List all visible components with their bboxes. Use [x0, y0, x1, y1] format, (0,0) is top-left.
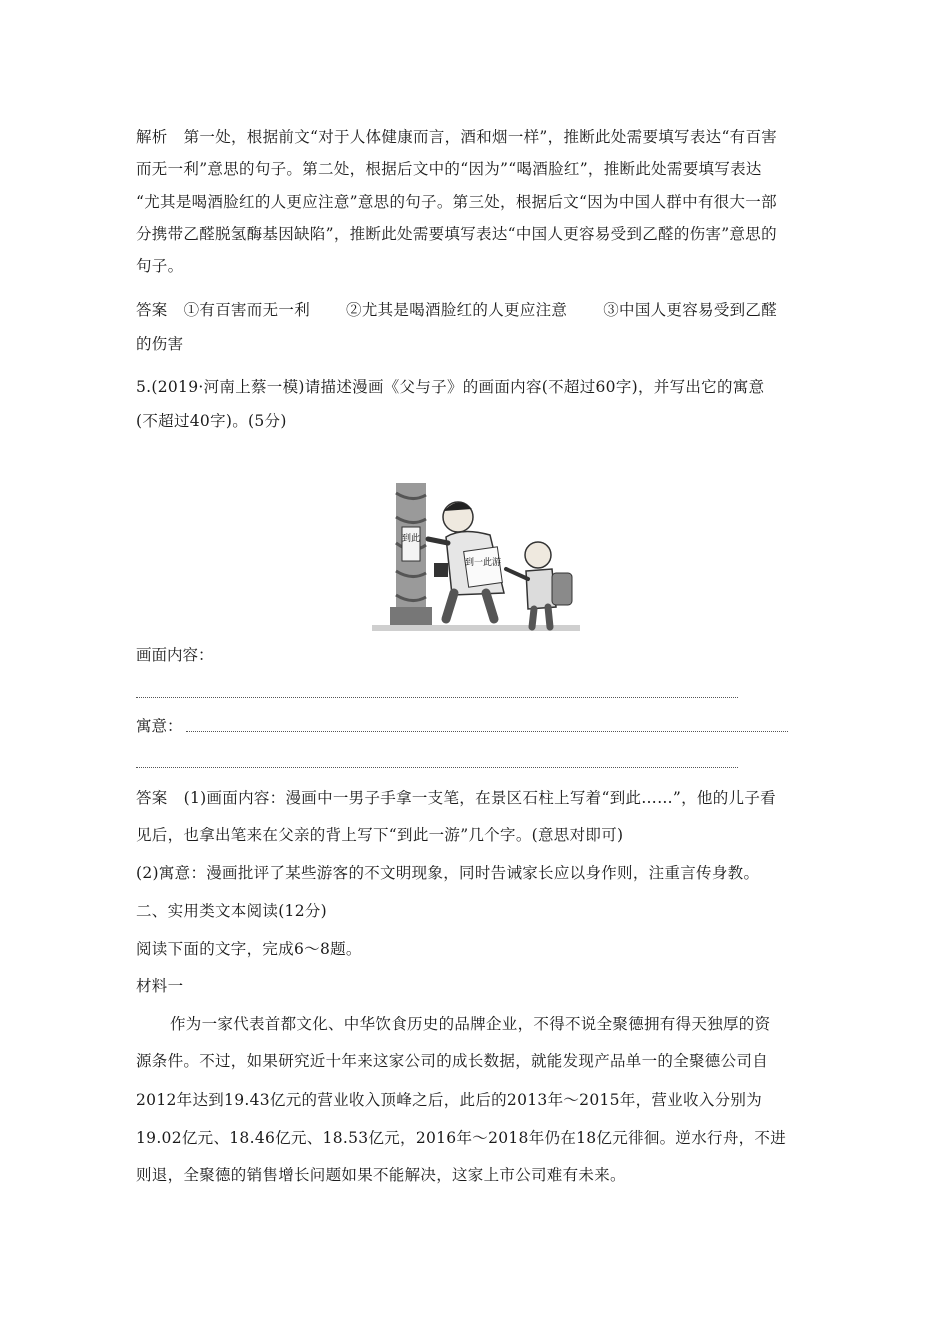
analysis-label: 解析 [136, 128, 168, 146]
analysis-line-5: 句子。 [136, 257, 184, 275]
analysis-line-1: 解析 第一处，根据前文“对于人体健康而言，酒和烟一样”，推断此处需要填写表达“有百害 [136, 128, 778, 146]
section2-instruction: 阅读下面的文字，完成6～8题。 [136, 940, 362, 958]
pillar-text: 到此 [401, 534, 421, 544]
father-and-son-cartoon [372, 483, 580, 633]
answer4-line-2: 的伤害 [136, 335, 184, 353]
meaning-label: 寓意： [136, 717, 183, 735]
section2-heading: 二、实用类文本阅读(12分) [136, 902, 328, 920]
question5-line-1: 5.(2019·河南上蔡一模)请描述漫画《父与子》的画面内容(不超过60字)，并写出它的寓意 [136, 378, 765, 396]
content-answer-line[interactable] [136, 697, 738, 698]
meaning-answer-line-2[interactable] [136, 767, 738, 768]
answer4-line-1: 答案 ①有百害而无一利 ②尤其是喝酒脸红的人更应注意 ③中国人更容易受到乙醛 [136, 301, 778, 319]
answer4-label: 答案 [136, 301, 168, 319]
content-label: 画面内容： [136, 646, 214, 664]
material-para-line-5: 则退，全聚德的销售增长问题如果不能解决，这家上市公司难有未来。 [136, 1166, 626, 1184]
back-text: 到一此游 [464, 558, 502, 568]
answer5-line-3: (2)寓意：漫画批评了某些游客的不文明现象，同时告诫家长应以身作则，注重言传身教。 [136, 864, 760, 882]
material-para-line-3: 2012年达到19.43亿元的营业收入顶峰之后，此后的2013年～2015年，营业收入分别为 [136, 1091, 763, 1109]
material-para-line-2: 源条件。不过，如果研究近十年来这家公司的成长数据，就能发现产品单一的全聚德公司自 [136, 1052, 769, 1070]
material-para-line-1: 作为一家代表首都文化、中华饮食历史的品牌企业，不得不说全聚德拥有得天独厚的资 [170, 1015, 771, 1033]
material-title: 材料一 [136, 977, 184, 995]
answer5-line-1: 答案 (1)画面内容：漫画中一男子手拿一支笔，在景区石柱上写着“到此……”，他的儿子看 [136, 789, 776, 807]
son-backpack [552, 573, 572, 605]
analysis-line-4: 分携带乙醛脱氢酶基因缺陷”，推断此处需要填写表达“中国人更容易受到乙醛的伤害”意思的 [136, 225, 777, 243]
answer5-label: 答案 [136, 789, 168, 807]
material-para-line-4: 19.02亿元、18.46亿元、18.53亿元，2016年～2018年仍在18亿元徘徊。逆水行舟，不进 [136, 1129, 787, 1147]
son-head [525, 542, 551, 568]
question5-line-2: (不超过40字)。(5分) [136, 412, 287, 430]
analysis-line-2: 而无一利”意思的句子。第二处，根据后文中的“因为”“喝酒脸红”，推断此处需要填写表达 [136, 160, 762, 178]
answer5-line-2: 见后，也拿出笔来在父亲的背上写下“到此一游”几个字。(意思对即可) [136, 826, 624, 844]
analysis-line-3: “尤其是喝酒脸红的人更应注意”意思的句子。第三处，根据后文“因为中国人群中有很大一部 [136, 193, 777, 211]
meaning-answer-line-1[interactable] [186, 731, 788, 732]
